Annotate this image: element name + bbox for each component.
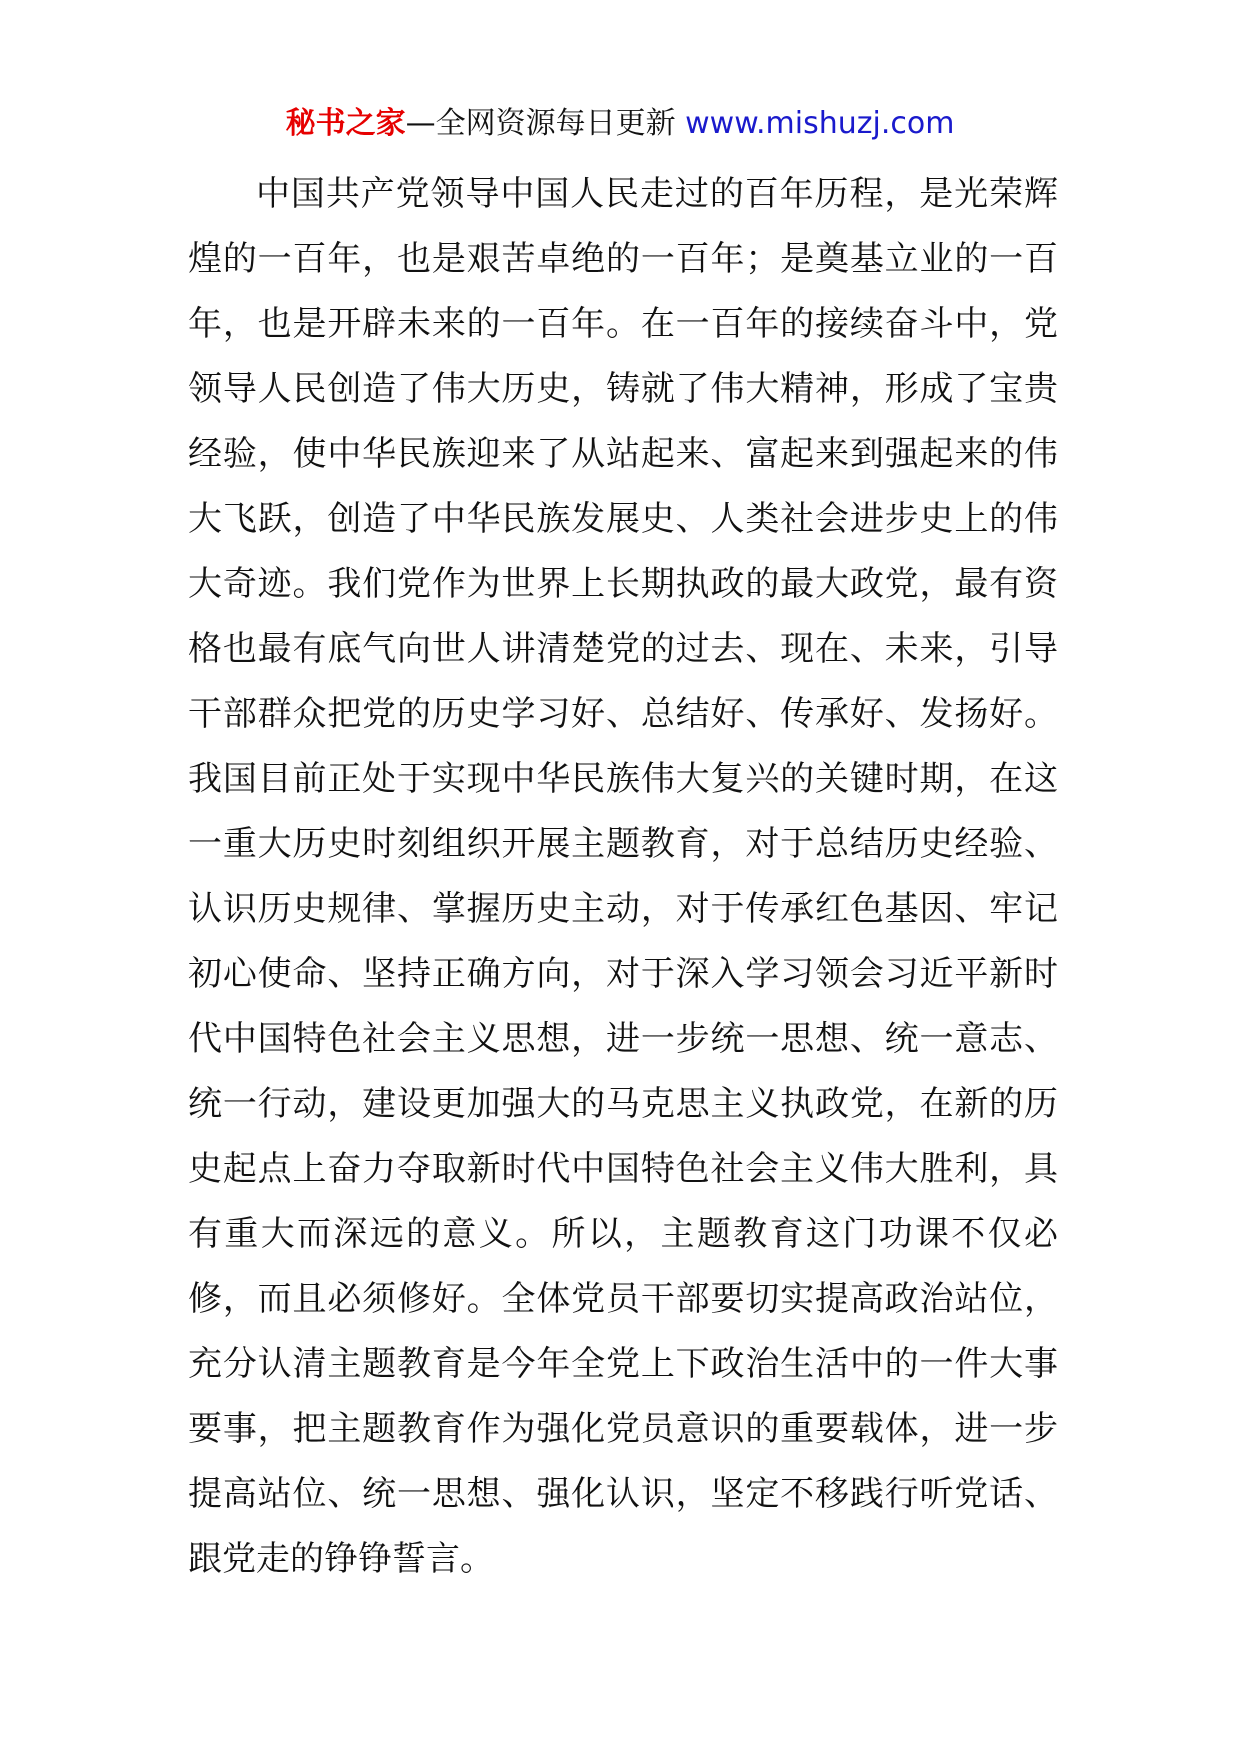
page-header: [0, 104, 1240, 144]
header-url-link[interactable]: www.mishuzj.com: [685, 106, 955, 141]
header-brand: 秘书之家: [285, 106, 406, 141]
body-paragraph: 中国共产党领导中国人民走过的百年历程，是光荣辉煌的一百年，也是艰苦卓绝的一百年；是奠基立业的一百年，也是开辟未来的一百年。在一百年的接续奋斗中，党领导人民创造了伟大历史，铸就了伟大精神，形成了宝贵经验，使中华民族迎来了从站起来、富起来到强起来的伟大飞跃，创造了中华民族发展史、人类社会进步史上的伟大奇迹。我们党作为世界上长期执政的最大政党，最有资格也最有底气向世人讲清楚党的过去、现在、未来，引导干部群众把党的历史学习好、总结好、传承好、发扬好。我国目前正处于实现中华民族伟大复兴的关键时期，在这一重大历史时刻组织开展主题教育，对于总结历史经验、认识历史规律、掌握历史主动，对于传承红色基因、牢记初心使命、坚持正确方向，对于深入学习领会习近平新时代中国特色社会主义思想，进一步统一思想、统一意志、统一行动，建设更加强大的马克思主义执政党，在新的历史起点上奋力夺取新时代中国特色社会主义伟大胜利，具有重大而深远的意义。所以，主题教育这门功课不仅必修，而且必须修好。全体党员干部要切实提高政治站位，充分认清主题教育是今年全党上下政治生活中的一件大事要事，把主题教育作为强化党员意识的重要载体，进一步提高站位、统一思想、强化认识，坚定不移践行听党话、跟党走的铮铮誓言。: [188, 174, 1058, 1579]
header-tagline: —全网资源每日更新: [405, 106, 676, 141]
